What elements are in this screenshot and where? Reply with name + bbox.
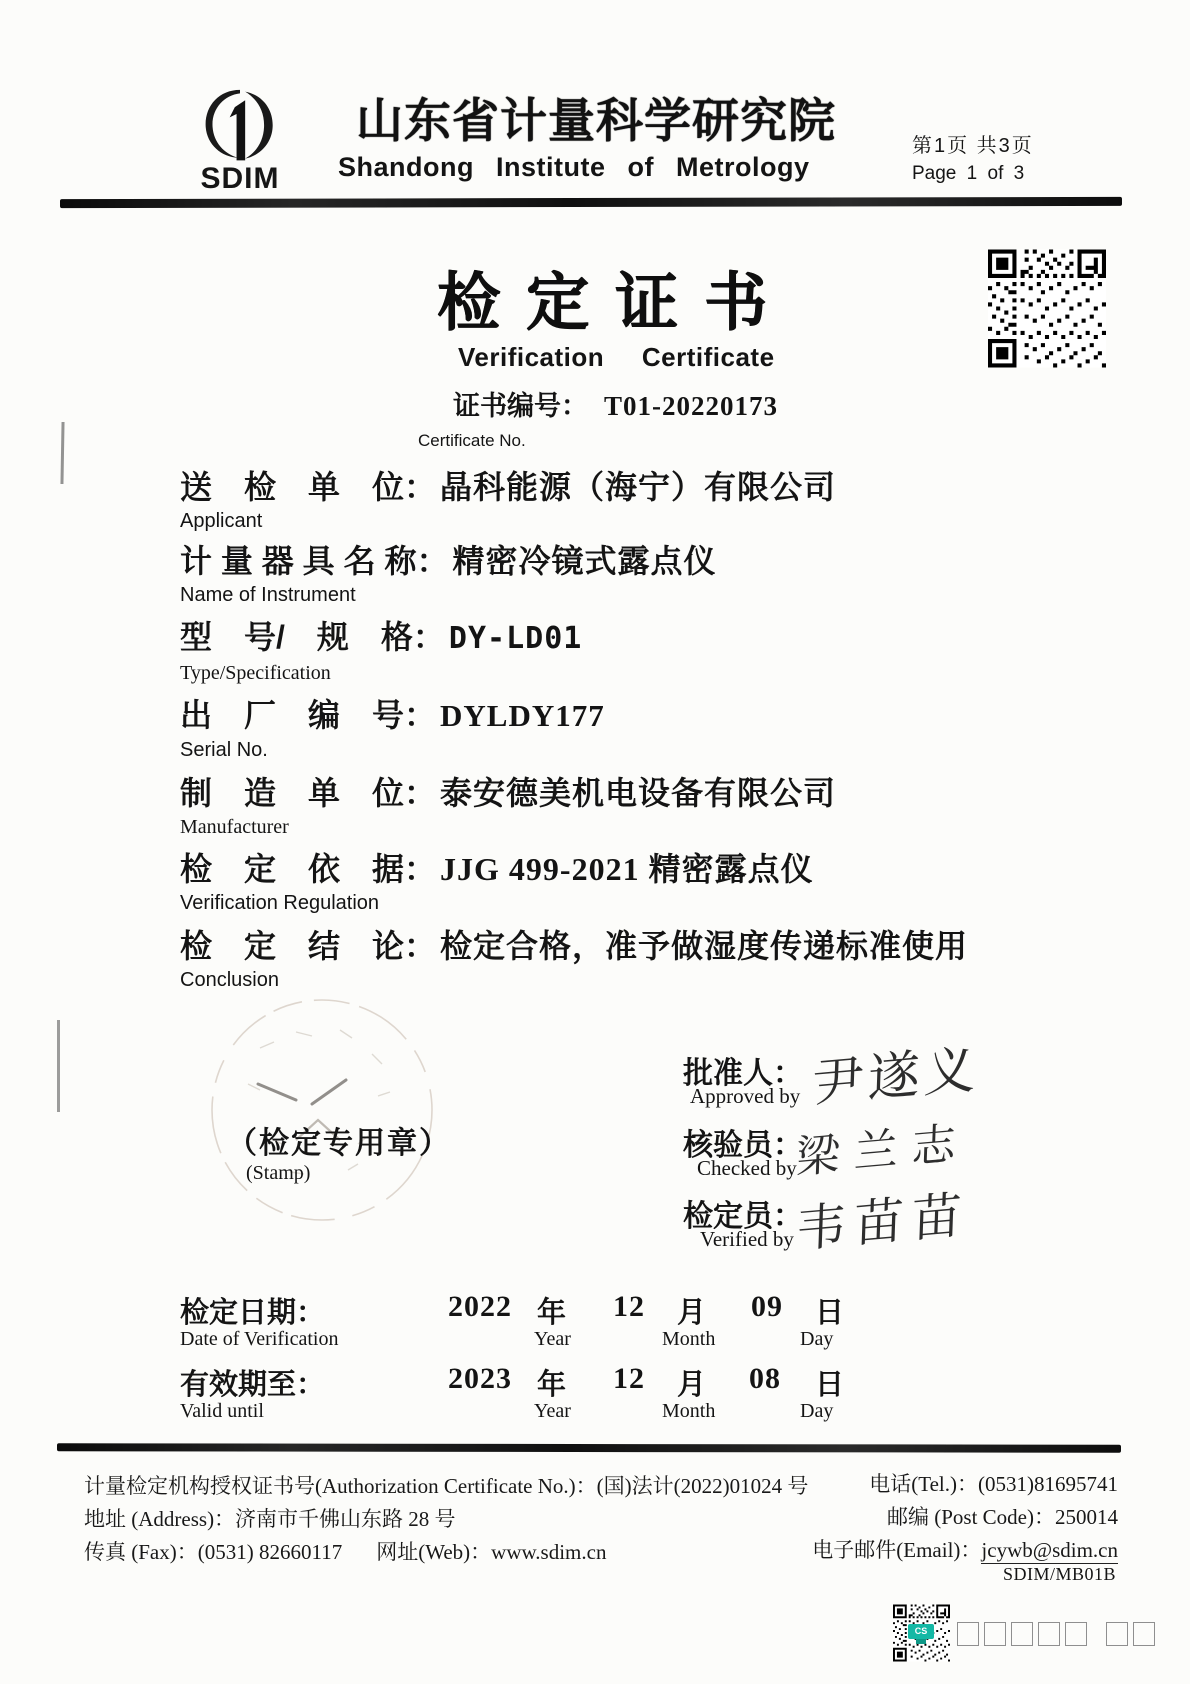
certificate-number-sublabel: Certificate No. — [418, 431, 526, 450]
tel-line: 电话(Tel.)：(0531)81695741 — [869, 1472, 1118, 1496]
certificate-qr-code — [988, 248, 1106, 369]
verification-stamp — [200, 988, 445, 1238]
field-conclusion — [180, 927, 968, 991]
certificate-number-label: 证书编号： — [453, 391, 588, 421]
valid-until-day: 08 — [749, 1362, 781, 1395]
field-manufacturer — [180, 774, 836, 838]
day-unit: 日 — [815, 1369, 845, 1401]
field-value: 精密冷镜式露点仪 — [452, 543, 717, 579]
field-sublabel: Verification Regulation — [180, 892, 380, 914]
year-unit: 年 — [537, 1297, 567, 1329]
field-value: JJG 499-2021 精密露点仪 — [440, 851, 814, 887]
field-serial-no — [180, 696, 605, 761]
sdim-logo — [172, 84, 308, 202]
field-value: 晶科能源（海宁）有限公司 — [440, 469, 837, 505]
day-sublabel: Day — [800, 1328, 834, 1350]
sdim-logo-icon — [197, 84, 283, 168]
valid-until-year: 2023 — [448, 1362, 512, 1395]
month-unit: 月 — [677, 1369, 707, 1401]
stamp-caption: （检定专用章） — [227, 1127, 451, 1160]
email-value: jcywb@sdim.cn — [981, 1538, 1118, 1562]
certificate-number — [453, 384, 778, 423]
authorization-line: 计量检定机构授权证书号(Authorization Certificate No.)：(国)法计(2022)01024 号 — [84, 1474, 809, 1498]
certificate-number-value: T01-20220173 — [604, 391, 778, 421]
verification-day: 09 — [751, 1290, 783, 1323]
watermark-box — [1038, 1622, 1060, 1646]
field-sublabel: Type/Specification — [180, 662, 331, 684]
watermark-box — [1011, 1622, 1033, 1646]
valid-until-sublabel: Valid until — [180, 1400, 264, 1422]
scan-artifact — [57, 1020, 60, 1112]
field-sublabel: Manufacturer — [180, 816, 289, 838]
field-value: 检定合格，准予做湿度传递标准使用 — [440, 928, 969, 964]
watermark-box — [957, 1622, 979, 1646]
field-applicant — [180, 468, 836, 532]
footer-divider — [57, 1443, 1121, 1452]
watermark-box — [1065, 1622, 1087, 1646]
page-indicator-en: Page 1 of 3 — [912, 163, 1025, 184]
verification-year: 2022 — [448, 1290, 512, 1323]
field-label: 检 定 依 据： — [180, 851, 437, 887]
page-indicator-cn: 第1页 共3页 — [912, 135, 1034, 157]
field-value: DY-LD01 — [448, 621, 583, 656]
field-sublabel: Conclusion — [180, 969, 279, 991]
verifier-label: 检定员： — [683, 1200, 803, 1233]
field-sublabel: Serial No. — [180, 739, 268, 761]
org-title-en: Shandong Institute of Metrology — [338, 152, 810, 182]
verification-month: 12 — [613, 1290, 645, 1323]
checker-signature: 梁兰志 — [795, 1118, 971, 1183]
valid-until-month: 12 — [613, 1362, 645, 1395]
verification-date-sublabel: Date of Verification — [180, 1328, 339, 1350]
page-indicator — [912, 134, 1034, 186]
checker-sublabel: Checked by — [697, 1156, 797, 1180]
valid-until-label: 有效期至： — [180, 1369, 326, 1401]
org-title-cn: 山东省计量科学研究院 — [356, 94, 836, 147]
field-label: 计 量 器 具 名 称： — [180, 543, 449, 579]
month-sublabel: Month — [662, 1328, 716, 1350]
field-sublabel: Name of Instrument — [180, 584, 356, 606]
doc-title-cn: 检定证书 — [437, 268, 793, 338]
watermark-box — [1106, 1622, 1128, 1646]
approver-label: 批准人： — [683, 1057, 803, 1090]
verification-date-label: 检定日期： — [180, 1297, 326, 1329]
watermark-box — [984, 1622, 1006, 1646]
year-sublabel: Year — [534, 1328, 571, 1350]
month-sublabel: Month — [662, 1400, 716, 1422]
camscanner-badge-tab — [916, 1639, 926, 1644]
address-line: 地址 (Address)：济南市千佛山东路 28 号 — [84, 1507, 456, 1531]
checker-label: 核验员： — [683, 1129, 803, 1162]
fax-web-line — [84, 1536, 606, 1566]
year-sublabel: Year — [534, 1400, 571, 1422]
field-value: DYLDY177 — [440, 698, 605, 733]
month-unit: 月 — [677, 1297, 707, 1329]
header-divider — [60, 197, 1122, 208]
field-label: 制 造 单 位： — [180, 775, 437, 811]
verifier-sublabel: Verified by — [700, 1227, 794, 1251]
email-line — [812, 1534, 1118, 1564]
stamp-sublabel: (Stamp) — [246, 1162, 311, 1184]
field-sublabel: Applicant — [180, 510, 263, 532]
field-label: 出 厂 编 号： — [180, 697, 437, 733]
web-label: 网址(Web)：www.sdim.cn — [376, 1540, 607, 1564]
fax-label: 传真 (Fax)：(0531) 82660117 — [84, 1540, 343, 1564]
field-value: 泰安德美机电设备有限公司 — [440, 775, 837, 811]
field-type-specification — [180, 618, 582, 684]
doc-title-en: Verification Certificate — [458, 342, 775, 372]
form-number: SDIM/MB01B — [1002, 1564, 1116, 1584]
field-verification-regulation — [180, 850, 814, 914]
verifier-signature: 韦苗苗 — [795, 1186, 971, 1258]
year-unit: 年 — [537, 1369, 567, 1401]
postcode-line: 邮编 (Post Code)：250014 — [887, 1505, 1118, 1529]
scan-artifact — [60, 422, 64, 484]
approver-sublabel: Approved by — [690, 1084, 801, 1108]
field-label: 检 定 结 论： — [180, 928, 437, 964]
sdim-logo-text: SDIM — [200, 162, 280, 195]
field-label: 型 号/ 规 格： — [180, 619, 445, 655]
email-label: 电子邮件(Email)： — [812, 1538, 982, 1562]
day-sublabel: Day — [800, 1400, 834, 1422]
day-unit: 日 — [815, 1297, 845, 1329]
approver-signature: 尹遂义 — [811, 1040, 981, 1114]
watermark-box — [1133, 1622, 1155, 1646]
field-instrument-name — [180, 542, 716, 606]
field-label: 送 检 单 位： — [180, 469, 437, 505]
camscanner-badge: CS — [908, 1624, 934, 1639]
